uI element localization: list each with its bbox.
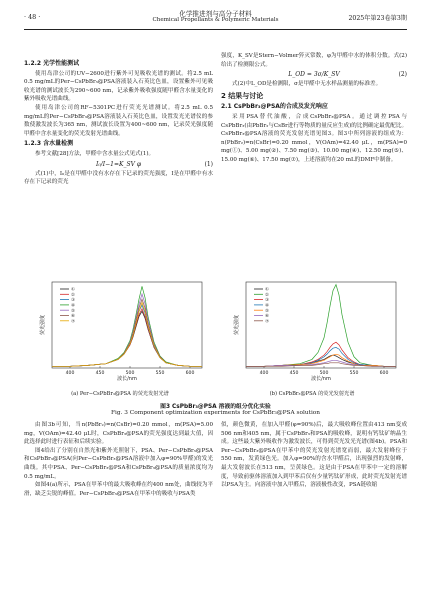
- legend-label-5: ⑤: [71, 308, 75, 314]
- legend-label-4: ④: [265, 303, 269, 309]
- volume-info: 2025年第23卷第3期: [348, 15, 407, 22]
- x-tick-label: 500: [319, 371, 329, 376]
- right-column: [221, 52, 407, 165]
- legend-label-1: ①: [265, 287, 269, 293]
- legend-label-3: ③: [71, 298, 75, 304]
- equation-2: [221, 69, 407, 80]
- figure-3a: [36, 278, 206, 388]
- equation-1: [24, 159, 213, 170]
- x-axis-label: 波长/nm: [117, 376, 137, 382]
- heading-2-1: 2.1 CsPbBr₃@PSA的合成及发光响应: [221, 103, 328, 111]
- equation-2-number: (2): [398, 71, 407, 79]
- running-header: [24, 7, 407, 30]
- series-line-1: [246, 355, 396, 366]
- bottom-left-column: [24, 421, 213, 498]
- equation-1-number: (1): [204, 160, 213, 168]
- equation-2-body: L_OD = 3σ/K_SV: [288, 71, 340, 79]
- paragraph: 由图3b可知，当n(PbBr₂)=n(CsBr)=0.20 mmol，m(PSA)=5.00 mg，V(OAm)=42.40 μL时，CsPbBr₃@PSA的荧光强度达到最大值，因此选择此时进行表征和后续实验。: [24, 422, 213, 446]
- legend-label-2: ②: [71, 292, 75, 298]
- figure-caption-en: Fig. 3 Component optimization experiments for CsPbBr₃@PSA solution: [110, 410, 321, 416]
- heading-1-2-2: 1.2.2 光学性能测试: [24, 60, 80, 67]
- legend-label-7: ⑦: [265, 319, 269, 325]
- paragraph: 采用PSA替代油酸，合成CsPbBr₃@PSA。通过调控PSA与CsPbBr₃(由PbBr₂与CsBr进行等物质的量反应生成)的比例确定最优配比。CsPbBr₃@PSA溶液的荧光发射光谱见图3。图3中所列溶液的组成为：n(PbBr₂)=n(CsBr)=0.20 mmol，V(OAm)=42.40 μL，m(PSA)=0 mg(①)、5.00 mg(②)、7.50 mg(③)、10.00 mg(④)、12.50 mg(⑤)、15.00 mg(⑥)、17.50 mg(⑦)，上述溶液均在20 mL的DMF中制备。: [221, 113, 407, 163]
- y-axis-label: 荧光强度: [234, 314, 240, 336]
- figure-3a-caption: (a) Per−CsPbBr₃@PSA 的荧光发射光谱: [71, 391, 169, 397]
- paragraph: 使用岛津公司的UV−2600进行紫外可见吸收光谱的测试。将2.5 mL 0.5 mg/mL的Per−CsPbBr₃@PSA溶液装入石英比色皿，设置紫外可见吸收光谱的测试波长为290~600 nm，记录紫外吸收强度随甲醛含水量变化的紫外吸收光谱曲线。: [24, 70, 213, 103]
- paragraph: 参考文献[28]方法，甲醛中含水量公式见式(1)。: [35, 150, 155, 157]
- paragraph: 式(2)中L_OD是检测限，σ是甲醛中无水样品测量的标准差。: [232, 81, 382, 88]
- journal-title-cn: 化学推进剂与高分子材料: [179, 10, 252, 18]
- y-axis-label: 荧光强度: [40, 314, 46, 336]
- paragraph: 式(1)中，I₀是在甲醛中没有水存在下记录的荧光强度，I是在甲醛中有水存在下记录的荧光: [24, 170, 213, 186]
- figure-3b: [230, 278, 400, 388]
- equation-1-body: I₀/I−1=K_SV φ: [95, 160, 142, 168]
- x-axis-label: 波长/nm: [311, 376, 331, 382]
- x-tick-label: 400: [259, 371, 269, 376]
- chart-3b: [230, 278, 400, 388]
- figure-3b-caption: (b) CsPbBr₃@PSA 的荧光发射光谱: [269, 391, 355, 397]
- x-tick-label: 600: [379, 371, 389, 376]
- x-tick-label: 450: [95, 371, 105, 376]
- legend-label-5: ⑤: [265, 308, 269, 314]
- bottom-right-column: [221, 421, 407, 490]
- legend-label-6: ⑥: [265, 314, 269, 320]
- paragraph: 强度，K_SV是Stern−Volmer猝灭常数，φ为甲醛中水的体积分数。式(2)给出了检测限公式。: [221, 53, 407, 68]
- paragraph: 使用岛津公司的RF−5301PC进行荧光光谱测试。将2.5 mL 0.5 mg/mL的Per−CsPbBr₃@PSA溶液装入石英比色皿，设置发光光谱仪的参数使激发波长为365 nm，测试波长设置为400~600 nm，记录荧光强度随甲醛中含水量变化的荧光发射光谱曲线。: [24, 104, 213, 137]
- legend-label-4: ④: [71, 303, 75, 309]
- paragraph: 如图4(a)所示，PSA在甲苯中的最大吸收峰在约400 nm处，曲线较为平滑，缺乏尖锐的峰值。Per−CsPbBr₃@PSA在甲苯中的吸收与PSA类: [24, 482, 213, 497]
- x-tick-label: 500: [125, 371, 135, 376]
- x-tick-label: 400: [65, 371, 75, 376]
- x-tick-label: 550: [155, 371, 165, 376]
- figure-caption-cn: 图3 CsPbBr₃@PSA 溶液的组分优化实验: [160, 404, 271, 410]
- x-tick-label: 450: [289, 371, 299, 376]
- paragraph: 图4给出了分别在自然光和紫外光照射下，PSA、Per−CsPbBr₃@PSA和CsPbBr₃@PSA(向Per−CsPbBr₃@PSA溶液中加入φ=90%甲醛)的发光曲线。其中PSA、Per−CsPbBr₃@PSA和CsPbBr₃@PSA的质量浓度均为0.5 mg/mL。: [24, 447, 213, 480]
- x-tick-label: 550: [349, 371, 359, 376]
- legend-label-3: ③: [265, 298, 269, 304]
- paragraph: 似，颜色微黄，在加入甲醛(φ=90%)后，最大吸收峰位置由413 nm变成506 nm和405 nm，属于CsPbBr₃和PSA的吸收峰，说明有钙钛矿纳晶生成。这些最大紫外吸收作为激发波长，可得到荧光发光光谱(图4b)。PSA和Per−CsPbBr₃@PSA在甲苯中的荧光发射光谱宽而弱，最大发射峰位于550 nm，发黄绿色光。加入φ=90%的含水甲醛后，出现强烈的发射峰，最大发射波长在513 nm，呈黄绿色。这是由于PSA在甲苯中一定的溶解度，导致前驱体溶液加入到甲苯后仅有少量钙钛矿形成，此时荧光发射光谱以PSA为主。向溶液中加入甲醛后，溶液极性改变，PSA链收缩: [221, 422, 407, 489]
- chart-3a: [36, 278, 206, 388]
- legend-label-2: ②: [265, 292, 269, 298]
- page-number: · 48 ·: [24, 13, 41, 21]
- legend-label-6: ⑥: [71, 314, 75, 320]
- legend-label-1: ①: [71, 287, 75, 293]
- journal-title-en: Chemical Propellants & Polymeric Materials: [152, 17, 279, 23]
- x-tick-label: 600: [185, 371, 195, 376]
- legend-label-7: ⑦: [71, 319, 75, 325]
- left-column: [24, 58, 213, 187]
- heading-1-2-3: 1.2.3 含水量检测: [24, 140, 74, 148]
- heading-2: 2 结果与讨论: [221, 91, 264, 100]
